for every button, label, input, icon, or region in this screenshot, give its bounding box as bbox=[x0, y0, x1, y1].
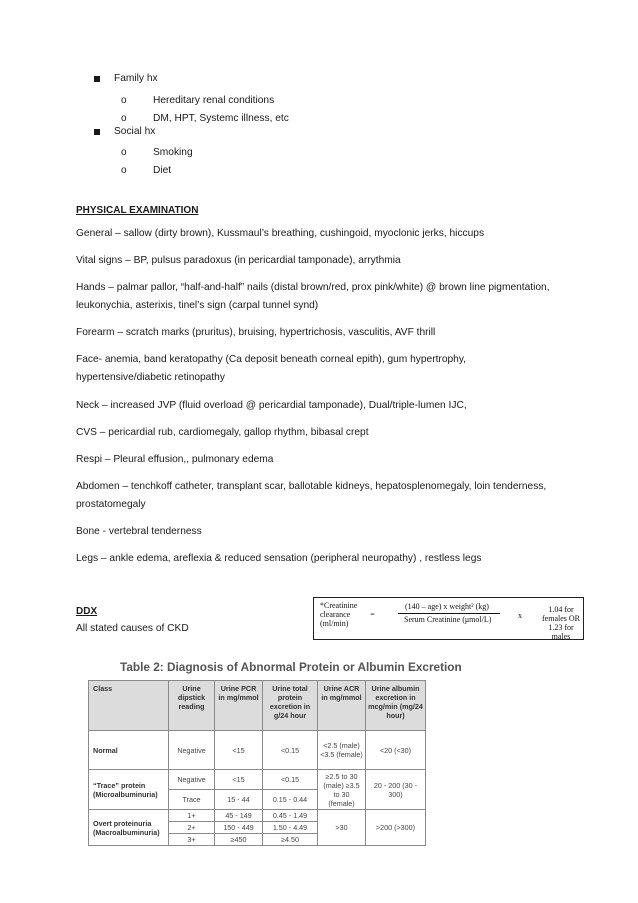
circle-bullet-icon: o bbox=[121, 113, 127, 124]
creatinine-clearance-formula bbox=[313, 597, 584, 640]
pcr-cell: 150 - 449 bbox=[215, 822, 263, 834]
family-hx-label: Family hx bbox=[114, 73, 158, 84]
dipstick-cell: Negative bbox=[169, 731, 215, 770]
exam-neck: Neck – increased JVP (fluid overload @ pericardial tamponade), Dual/triple-lumen IJC, bbox=[76, 400, 467, 411]
class-cell: “Trace” protein (Microalbuminuria) bbox=[89, 770, 169, 810]
table-row bbox=[89, 770, 426, 790]
exam-bone: Bone - vertebral tenderness bbox=[76, 526, 202, 537]
circle-bullet-icon: o bbox=[121, 95, 127, 106]
square-bullet-icon bbox=[94, 129, 100, 135]
dipstick-cell: 1+ bbox=[169, 810, 215, 822]
exam-face: Face- anemia, band keratopathy (Ca deposit beneath corneal epith), gum hypertrophy, hypertensive/diabetic retinopathy bbox=[76, 354, 466, 383]
family-hx-item: Hereditary renal conditions bbox=[153, 95, 275, 106]
exam-legs: Legs – ankle edema, areflexia & reduced sensation (peripheral neuropathy) , restless legs bbox=[76, 553, 482, 564]
total-protein-cell: ≥4.50 bbox=[263, 834, 318, 846]
header-pcr: Urine PCR in mg/mmol bbox=[215, 681, 263, 731]
pcr-cell: ≥450 bbox=[215, 834, 263, 846]
pcr-cell: <15 bbox=[215, 770, 263, 790]
fraction-bar bbox=[398, 613, 500, 614]
formula-factor: 1.04 for females OR 1.23 for males bbox=[542, 605, 580, 641]
exam-forearm: Forearm – scratch marks (pruritus), bruising, hypertrichosis, vasculitis, AVF thrill bbox=[76, 327, 436, 338]
total-protein-cell: 0.15 - 0.44 bbox=[263, 790, 318, 810]
formula-numerator: (140 – age) x weight² (kg) bbox=[405, 602, 489, 611]
dipstick-cell: Trace bbox=[169, 790, 215, 810]
header-dipstick: Urine dipstick reading bbox=[169, 681, 215, 731]
social-hx-item: Diet bbox=[153, 165, 172, 176]
table-row bbox=[89, 731, 426, 770]
exam-cvs: CVS – pericardial rub, cardiomegaly, gallop rhythm, bibasal crept bbox=[76, 427, 369, 438]
ddx-text: All stated causes of CKD bbox=[76, 623, 189, 634]
total-protein-cell: <0.15 bbox=[263, 770, 318, 790]
formula-denominator: Serum Creatinine (μmol/L) bbox=[404, 615, 492, 624]
acr-cell: <2.5 (male) <3.5 (female) bbox=[318, 731, 366, 770]
pcr-cell: 45 - 149 bbox=[215, 810, 263, 822]
table-row bbox=[89, 810, 426, 822]
family-hx-item: DM, HPT, Systemc illness, etc bbox=[153, 113, 289, 124]
header-albumin: Urine albumin excretion in mcg/min (mg/24 hour) bbox=[366, 681, 426, 731]
class-cell: Normal bbox=[89, 731, 169, 770]
header-acr: Urine ACR in mg/mmol bbox=[318, 681, 366, 731]
circle-bullet-icon: o bbox=[121, 147, 127, 158]
physical-exam-heading: PHYSICAL EXAMINATION bbox=[76, 205, 199, 216]
social-hx-label: Social hx bbox=[114, 126, 156, 137]
exam-respi: Respi – Pleural effusion,, pulmonary edema bbox=[76, 454, 274, 465]
header-class: Class bbox=[89, 681, 169, 731]
exam-vitals: Vital signs – BP, pulsus paradoxus (in pericardial tamponade), arrythmia bbox=[76, 255, 401, 266]
exam-abdomen: Abdomen – tenchkoff catheter, transplant scar, ballotable kidneys, hepatosplenomegaly, loin tenderness, prostatomegaly bbox=[76, 481, 547, 510]
header-total-protein: Urine total protein excretion in g/24 hour bbox=[263, 681, 318, 731]
pcr-cell: 15 - 44 bbox=[215, 790, 263, 810]
dipstick-cell: 3+ bbox=[169, 834, 215, 846]
formula-label: *Creatinine clearance = (ml/min) bbox=[320, 601, 375, 628]
square-bullet-icon bbox=[94, 76, 100, 82]
dipstick-cell: 2+ bbox=[169, 822, 215, 834]
dipstick-cell: Negative bbox=[169, 770, 215, 790]
social-hx-item: Smoking bbox=[153, 147, 193, 158]
total-protein-cell: 1.50 - 4.49 bbox=[263, 822, 318, 834]
albumin-cell: >200 (>300) bbox=[366, 810, 426, 846]
ddx-heading: DDX bbox=[76, 606, 98, 617]
table-title: Table 2: Diagnosis of Abnormal Protein or Albumin Excretion bbox=[120, 660, 462, 674]
circle-bullet-icon: o bbox=[121, 165, 127, 176]
protein-excretion-table bbox=[88, 680, 426, 846]
albumin-cell: <20 (<30) bbox=[366, 731, 426, 770]
total-protein-cell: 0.45 - 1.49 bbox=[263, 810, 318, 822]
exam-general: General – sallow (dirty brown), Kussmaul’s breathing, cushingoid, myoclonic jerks, hiccups bbox=[76, 228, 485, 239]
exam-hands: Hands – palmar pallor, “half-and-half” nails (distal brown/red, prox pink/white) @ brown line pigmentation, leukonychia, asterixis, tinel’s sign (carpal tunnel synd) bbox=[76, 282, 550, 311]
acr-cell: >30 bbox=[318, 810, 366, 846]
pcr-cell: <15 bbox=[215, 731, 263, 770]
total-protein-cell: <0.15 bbox=[263, 731, 318, 770]
multiply-sign: x bbox=[518, 611, 522, 620]
acr-cell: ≥2.5 to 30 (male) ≥3.5 to 30 (female) bbox=[318, 770, 366, 810]
albumin-cell: 20 - 200 (30 - 300) bbox=[366, 770, 426, 810]
table-header-row bbox=[89, 681, 426, 731]
class-cell: Overt proteinuria (Macroalbuminuria) bbox=[89, 810, 169, 846]
